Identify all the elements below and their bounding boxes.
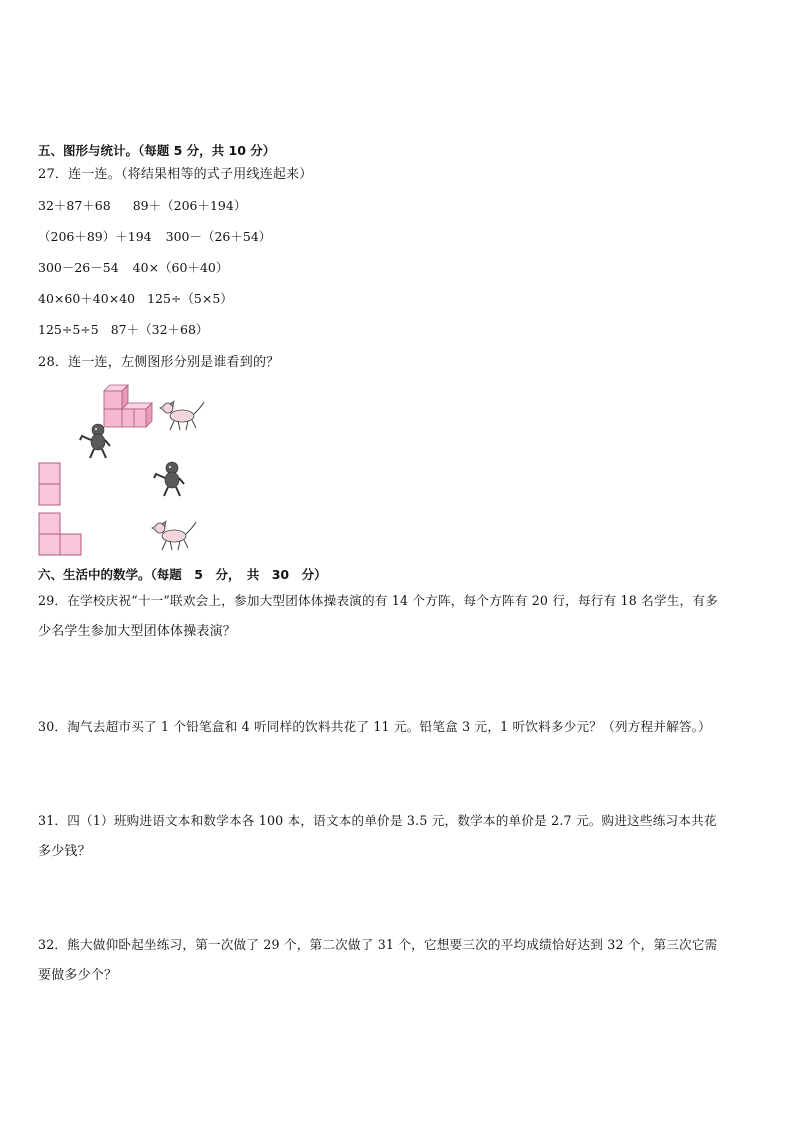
left-expression: 125÷5÷5 [38, 322, 99, 337]
expression-row [38, 322, 208, 338]
right-expression: 300－（26＋54） [165, 229, 272, 244]
view-square [39, 463, 60, 484]
question-31-line-1: 31．四（1）班购进语文本和数学本各 100 本，语文本的单价是 3.5 元，数学本的单价是 2.7 元。购进这些练习本共花 [38, 813, 717, 828]
view-square [60, 534, 81, 555]
left-expression: （206＋89）＋194 [38, 229, 152, 244]
view-square [39, 484, 60, 505]
right-expression: 40×（60＋40） [132, 260, 229, 275]
question-31-line-2: 多少钱？ [38, 844, 91, 859]
expression-row [38, 198, 246, 214]
left-expression: 40×60＋40×40 [38, 291, 136, 306]
dog-icon [150, 518, 200, 554]
expression-row [38, 291, 233, 307]
question-29-line-2: 少名学生参加大型团体体操表演？ [38, 624, 237, 639]
question-30-line-1: 30．淘气去超市买了 1 个铅笔盒和 4 听同样的饮料共花了 11 元。铅笔盒 3 元，1 听饮料多少元？（列方程并解答。） [38, 719, 711, 734]
front-view-shape [38, 462, 62, 508]
view-square [39, 513, 60, 534]
right-expression: 125÷（5×5） [147, 291, 233, 306]
expression-row [38, 260, 228, 276]
question-32-line-1: 32．熊大做仰卧起坐练习，第一次做了 29 个，第二次做了 31 个，它想要三次的平均成绩恰好达到 32 个，第三次它需 [38, 937, 718, 952]
left-expression: 32＋87＋68 [38, 198, 111, 213]
side-view-shape [38, 512, 84, 558]
question-28-stem: 28．连一连，左侧图形分别是谁看到的？ [38, 355, 280, 370]
question-29-line-1: 29．在学校庆祝“十一”联欢会上，参加大型团体体操表演的有 14 个方阵，每个方阵有 20 行，每行有 18 名学生，有多 [38, 593, 718, 608]
monkey-icon [150, 460, 190, 498]
left-expression: 300－26－54 [38, 260, 119, 275]
question-32-line-2: 要做多少个？ [38, 968, 118, 983]
dog-icon [158, 398, 208, 434]
monkey-icon [76, 422, 116, 460]
right-expression: 89＋（206＋194） [132, 198, 247, 213]
section-five-title: 五、图形与统计。（每题 5 分，共 10 分） [38, 143, 276, 158]
cube-front-face [104, 391, 122, 409]
question-27-stem: 27．连一连。（将结果相等的式子用线连起来） [38, 167, 313, 182]
view-square [39, 534, 60, 555]
right-expression: 87＋（32＋68） [110, 322, 209, 337]
expression-row [38, 229, 271, 245]
section-six-title: 六、生活中的数学。（每题 5 分， 共 30 分） [38, 567, 327, 582]
